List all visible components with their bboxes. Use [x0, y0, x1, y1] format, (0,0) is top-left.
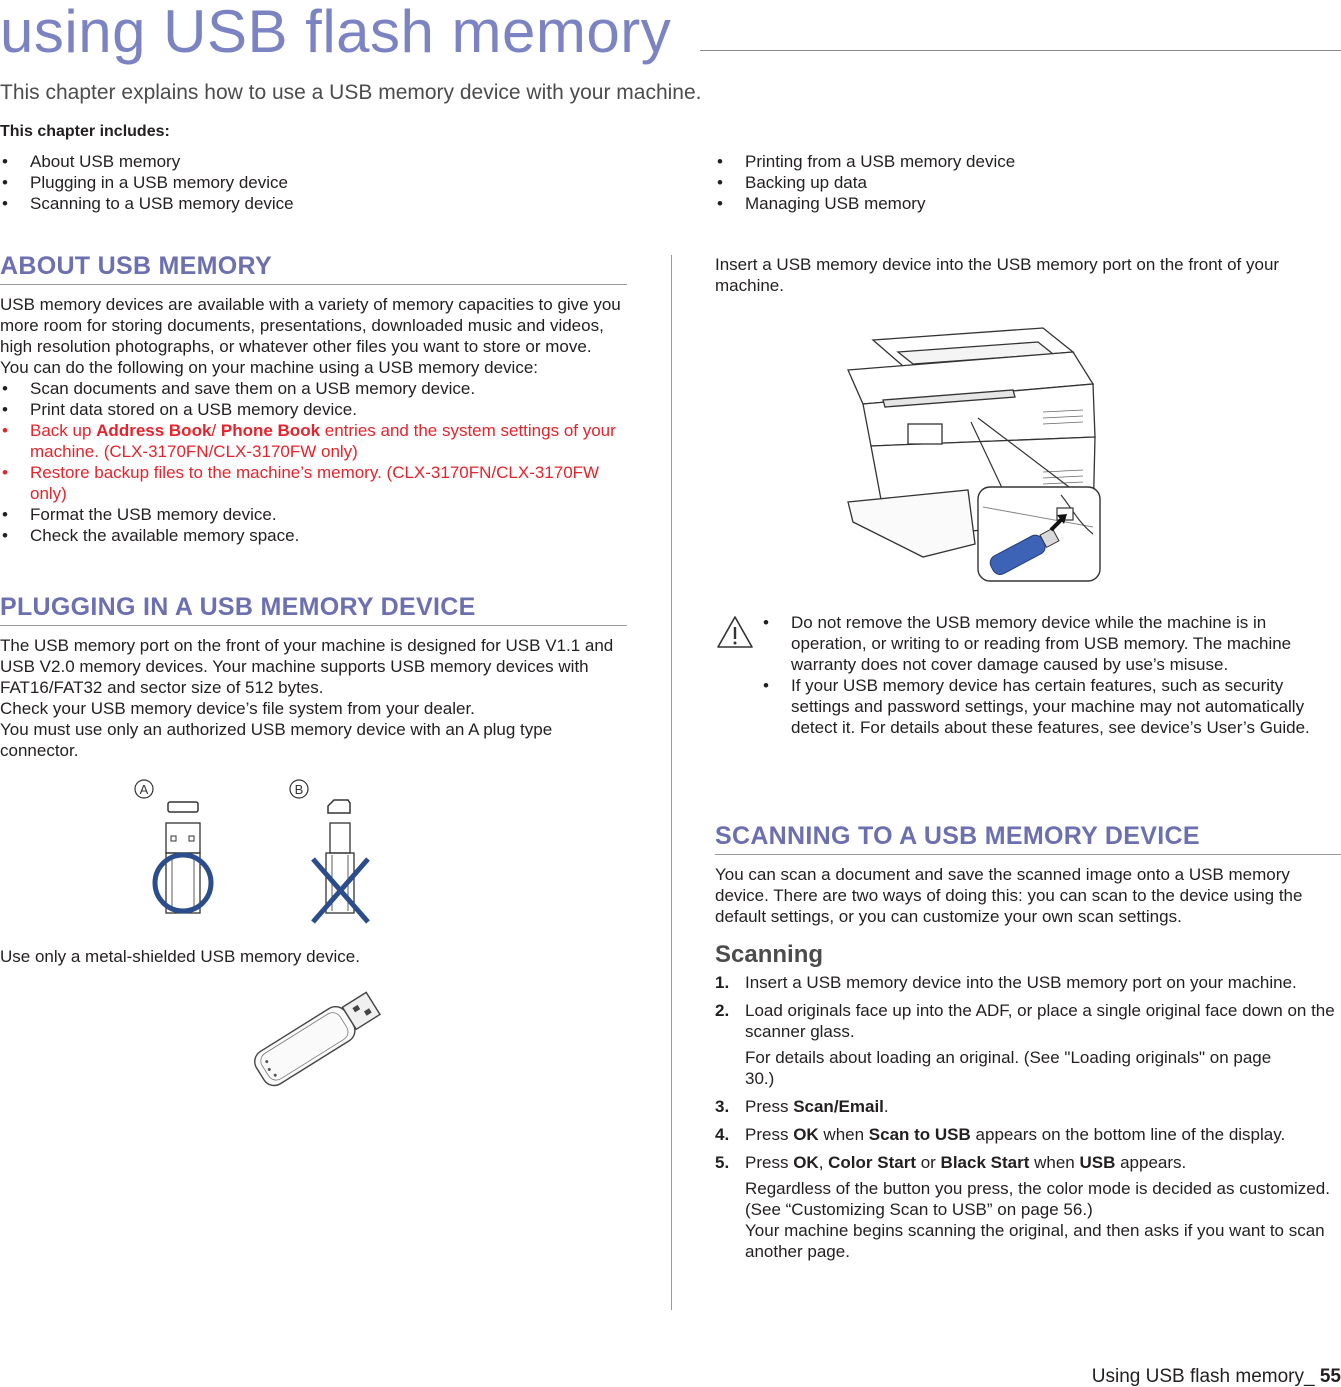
section-heading: SCANNING TO A USB MEMORY DEVICE [715, 821, 1341, 855]
list-item: • Back up Address Book/ Phone Book entries and the system settings of your machine. (CLX-3170FN/CLX-3170FW only) [0, 420, 627, 462]
step-item: 1. Insert a USB memory device into the USB memory port on your machine. [715, 973, 1297, 992]
toc-item[interactable]: • Scanning to a USB memory device [0, 193, 640, 214]
scanning-subheading: Scanning [715, 941, 824, 968]
page-title: using USB flash memory [0, 0, 672, 65]
toc-left [0, 151, 640, 214]
section-scanning [715, 821, 1341, 1262]
footer-title: Using USB flash memory_ [1091, 1366, 1315, 1387]
scanning-paragraph: You can scan a document and save the scanned image onto a USB memory device. There are two ways of doing this: you can scan to the device using the default settings, or you can customize your own scan settings. [715, 865, 1303, 926]
step-note: For details about loading an original. (See "Loading originals" on page 30.) [745, 1048, 1272, 1088]
connector-a [135, 780, 211, 913]
metal-shield-note: Use only a metal-shielded USB memory device. [0, 947, 360, 966]
ok-ring-icon [155, 855, 211, 911]
list-item: • Scan documents and save them on a USB memory device. [0, 378, 627, 399]
step-item: 3. Press Scan/Email. [715, 1097, 889, 1116]
section-heading: PLUGGING IN A USB MEMORY DEVICE [0, 592, 627, 626]
toc-item[interactable]: • Backing up data [715, 172, 1335, 193]
connector-b [290, 780, 368, 922]
step-note: Your machine begins scanning the original, and then asks if you want to scan another page. [745, 1221, 1325, 1261]
caution-item: • If your USB memory device has certain features, such as security settings and password settings, your machine may not automatically detect it. For details about these features, see device’s User’s Guide. [761, 675, 1341, 738]
section-plugging [0, 592, 627, 761]
plugging-paragraph: Check your USB memory device’s file system from your dealer. [0, 699, 475, 718]
scanning-steps [715, 972, 1341, 1262]
printer-usb-port-image [843, 322, 1103, 584]
plugging-paragraph: The USB memory port on the front of your machine is designed for USB V1.1 and USB V2.0 memory devices. Your machine supports USB memory devices with FAT16/FAT32 and sector size of 512 bytes. [0, 636, 614, 697]
list-item: • Print data stored on a USB memory device. [0, 399, 627, 420]
toc-item[interactable]: • About USB memory [0, 151, 640, 172]
about-paragraph: You can do the following on your machine using a USB memory device: [0, 358, 539, 377]
page-footer [1092, 1366, 1341, 1387]
toc-right [715, 151, 1335, 214]
label-b: B [294, 782, 304, 797]
list-item: • Restore backup files to the machine’s memory. (CLX-3170FN/CLX-3170FW only) [0, 462, 627, 504]
toc-item[interactable]: • Managing USB memory [715, 193, 1335, 214]
toc-item[interactable]: • Plugging in a USB memory device [0, 172, 640, 193]
caution-box [715, 612, 1341, 738]
list-item: • Check the available memory space. [0, 525, 627, 546]
plugging-paragraph: You must use only an authorized USB memory device with an A plug type connector. [0, 720, 553, 760]
chapter-subtitle: This chapter explains how to use a USB memory device with your machine. [0, 81, 702, 104]
list-item: • Format the USB memory device. [0, 504, 627, 525]
title-rule [700, 50, 1341, 51]
includes-heading: This chapter includes: [0, 123, 170, 140]
toc-item[interactable]: • Printing from a USB memory device [715, 151, 1335, 172]
step-note: Regardless of the button you press, the color mode is decided as customized. (See “Customizing Scan to USB” on page 56.) [745, 1179, 1330, 1219]
step-item: 4. Press OK when Scan to USB appears on the bottom line of the display. [715, 1125, 1286, 1144]
about-list [0, 378, 627, 546]
warning-icon [715, 614, 755, 650]
label-a: A [139, 782, 149, 797]
about-paragraph: USB memory devices are available with a variety of memory capacities to give you more room for storing documents, presentations, downloaded music and videos, high resolution photographs, or whatever other files you want to store or move. [0, 295, 621, 356]
column-divider [671, 255, 672, 1310]
section-heading: ABOUT USB MEMORY [0, 251, 627, 285]
insert-instruction: Insert a USB memory device into the USB memory port on the front of your machine. [715, 255, 1280, 295]
step-item: 5. Press OK, Color Start or Black Start when USB appears. Regardless of the button you press, the color mode is decided as customized. (See “Customizing Scan to USB” on page 56.) Your machine begins scanning the original, and then asks if you want to scan another page. [715, 1152, 1341, 1262]
usb-stick-image [240, 980, 390, 1090]
section-about [0, 251, 627, 546]
usb-connector-figure [120, 775, 380, 930]
caution-list [761, 612, 1341, 738]
step-item: 2. Load originals face up into the ADF, or place a single original face down on the scanner glass. For details about loading an original. (See "Loading originals" on page 30.) [715, 1000, 1341, 1089]
caution-item: • Do not remove the USB memory device while the machine is in operation, or writing to or reading from USB memory. The machine warranty does not cover damage caused by use’s misuse. [761, 612, 1341, 675]
page-number: 55 [1319, 1366, 1341, 1387]
